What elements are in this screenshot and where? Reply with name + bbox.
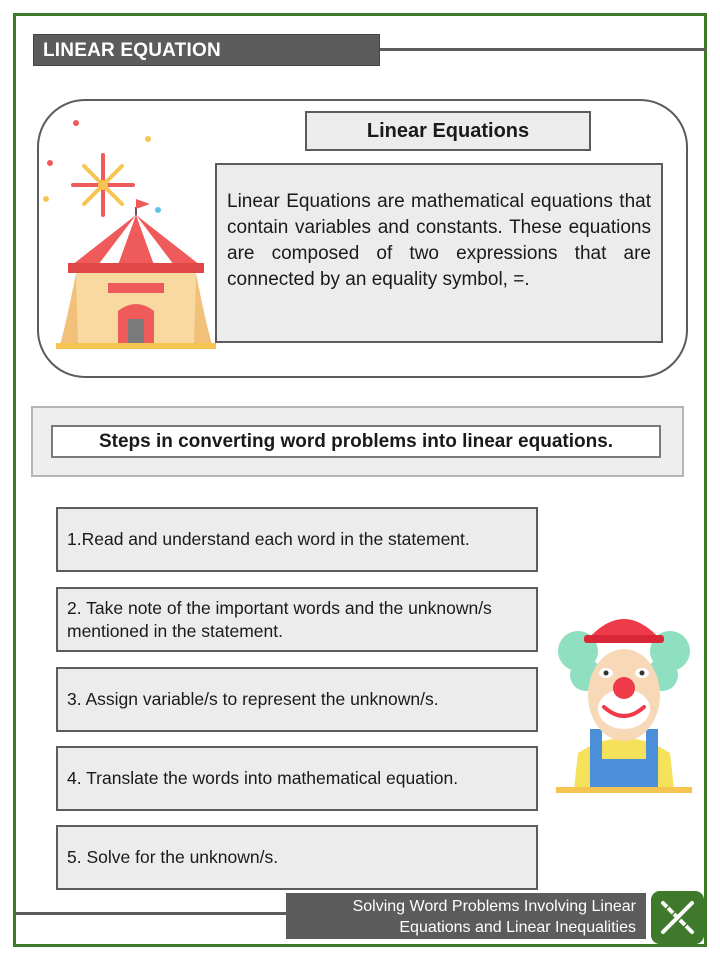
footer-title-box [286, 893, 646, 939]
step-box-4 [56, 746, 538, 811]
step-box-5 [56, 825, 538, 890]
footer-title-line-1: Solving Word Problems Involving Linear [352, 898, 636, 915]
clown-icon [556, 603, 692, 793]
header-bar [33, 34, 380, 66]
page-title: LINEAR EQUATION [43, 40, 221, 61]
pencil-ruler-logo-icon [651, 891, 704, 944]
step-box-2 [56, 587, 538, 652]
intro-text-box [215, 163, 663, 343]
step-text-1: 1.Read and understand each word in the statement. [67, 529, 470, 549]
steps-heading: Steps in converting word problems into linear equations. [98, 430, 614, 452]
intro-title-box [305, 111, 591, 151]
circus-tent-icon [38, 115, 216, 355]
footer-divider [16, 912, 286, 915]
steps-heading-box [51, 425, 661, 458]
intro-definition-text: Linear Equations are mathematical equations that contain variables and constants. These equations are composed of two expressions that are connected by an equality symbol, =. [227, 191, 651, 290]
step-text-5: 5. Solve for the unknown/s. [67, 847, 279, 867]
footer-title-line-2: Equations and Linear Inequalities [399, 919, 636, 936]
step-box-3 [56, 667, 538, 732]
fireworks-icon [43, 120, 161, 215]
step-text-2: 2. Take note of the important words and the unknown/s mentioned in the statement. [67, 597, 492, 641]
header-divider [380, 48, 705, 51]
step-box-1 [56, 507, 538, 572]
intro-title: Linear Equations [366, 119, 530, 142]
step-text-3: 3. Assign variable/s to represent the unknown/s. [67, 689, 439, 709]
step-text-4: 4. Translate the words into mathematical equation. [67, 768, 459, 788]
